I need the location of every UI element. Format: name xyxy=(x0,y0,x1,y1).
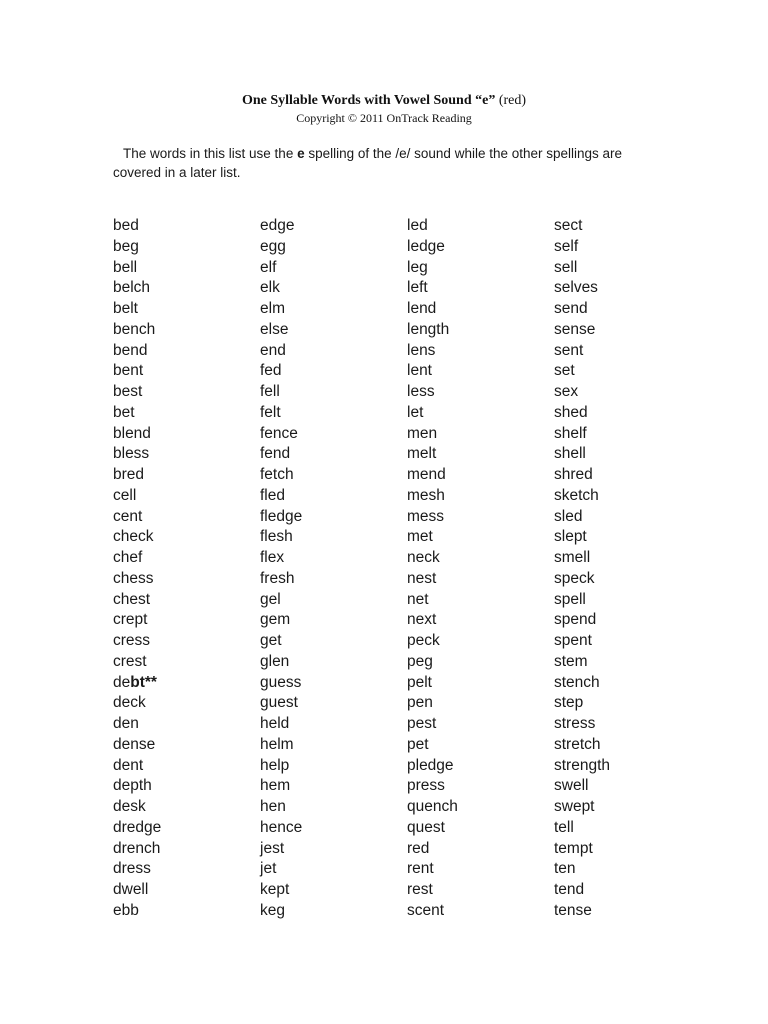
word-item: swell xyxy=(554,777,589,795)
word-item: sect xyxy=(554,217,583,234)
word-item: led xyxy=(407,217,428,234)
word-item: dredge xyxy=(113,818,162,836)
word-item: dress xyxy=(113,860,151,878)
word-item: dwell xyxy=(113,881,149,898)
word-item: held xyxy=(260,715,290,732)
word-item: shell xyxy=(554,445,586,463)
word-item: set xyxy=(554,362,575,380)
word-item: smell xyxy=(554,549,591,566)
word-item: lent xyxy=(407,362,432,380)
word-item: pen xyxy=(407,694,433,712)
word-item: fresh xyxy=(260,569,295,587)
word-item: ledge xyxy=(407,237,445,255)
word-item: sex xyxy=(554,383,579,400)
word-item: elk xyxy=(260,279,280,297)
word-item: end xyxy=(260,341,286,359)
word-item: bell xyxy=(113,258,138,276)
word-item: sent xyxy=(554,341,584,359)
word-item: let xyxy=(407,403,424,421)
copyright-line: Copyright © 2011 OnTrack Reading xyxy=(296,111,472,125)
word-item: melt xyxy=(407,445,437,463)
word-item: chef xyxy=(113,549,143,566)
word-item: beg xyxy=(113,237,139,255)
word-item: stench xyxy=(554,673,600,691)
word-item: cress xyxy=(113,632,151,649)
word-column-2 xyxy=(260,216,302,922)
word-column-4 xyxy=(554,216,610,922)
word-item: hence xyxy=(260,818,303,836)
word-item: bed xyxy=(113,217,139,234)
word-item: self xyxy=(554,237,579,255)
word-item: men xyxy=(407,424,438,442)
word-item: tense xyxy=(554,901,592,919)
word-item: pledge xyxy=(407,756,454,774)
word-item: hen xyxy=(260,798,286,815)
word-item: flesh xyxy=(260,528,293,546)
word-item: kept xyxy=(260,881,290,898)
word-item: stretch xyxy=(554,735,601,753)
word-item: shelf xyxy=(554,424,587,442)
word-column-1 xyxy=(113,216,161,922)
word-item: check xyxy=(113,528,154,546)
word-item: helm xyxy=(260,735,294,753)
word-item: belch xyxy=(113,279,151,297)
word-item: met xyxy=(407,528,433,546)
word-item: strength xyxy=(554,756,611,774)
word-item: bred xyxy=(113,466,145,483)
word-item: keg xyxy=(260,901,285,919)
word-item: crept xyxy=(113,611,148,629)
word-item: gem xyxy=(260,611,291,629)
word-item: lens xyxy=(407,341,436,359)
word-item: desk xyxy=(113,798,146,815)
word-item: elf xyxy=(260,258,277,276)
word-item: felt xyxy=(260,403,281,421)
word-item: mess xyxy=(407,507,445,525)
word-item: red xyxy=(407,839,430,857)
word-item: left xyxy=(407,279,428,297)
word-item: pet xyxy=(407,735,429,753)
word-item: fence xyxy=(260,424,298,442)
word-item: shred xyxy=(554,466,593,483)
word-item: step xyxy=(554,694,584,712)
word-item: help xyxy=(260,756,290,774)
word-item: best xyxy=(113,383,143,400)
word-item: bench xyxy=(113,320,156,338)
word-item: fled xyxy=(260,486,285,504)
intro-paragraph xyxy=(113,145,653,182)
word-item: fend xyxy=(260,445,291,463)
word-item: tend xyxy=(554,881,585,898)
word-item: pest xyxy=(407,715,437,732)
word-item: send xyxy=(554,300,588,317)
word-item: sled xyxy=(554,507,583,525)
word-item: deck xyxy=(113,694,146,712)
intro-after: spelling of the /e/ sound while the other spellings are covered in a later list. xyxy=(113,146,623,180)
word-item: gel xyxy=(260,590,281,608)
title-main: One Syllable Words with Vowel Sound “e” xyxy=(241,93,496,108)
word-item: bent xyxy=(113,362,144,380)
word-item: mend xyxy=(407,466,446,483)
word-item: jest xyxy=(260,839,285,857)
word-item: spent xyxy=(554,632,592,649)
word-item: dent xyxy=(113,756,144,774)
word-item: spend xyxy=(554,611,597,629)
word-item: next xyxy=(407,611,437,629)
word-item: neck xyxy=(407,549,440,566)
word-item: quest xyxy=(407,818,445,836)
word-item: sense xyxy=(554,320,596,338)
word-item: dense xyxy=(113,735,156,753)
word-item: crest xyxy=(113,652,147,670)
word-item: sketch xyxy=(554,486,599,504)
word-item: flex xyxy=(260,549,285,566)
word-item: length xyxy=(407,320,450,338)
word-item: cent xyxy=(113,507,143,525)
word-item: swept xyxy=(554,798,595,815)
word-item: stress xyxy=(554,715,596,732)
word-item: cell xyxy=(113,486,137,504)
word-item: sell xyxy=(554,258,578,276)
word-item: blend xyxy=(113,424,151,442)
word-item: chest xyxy=(113,590,151,608)
word-item: shed xyxy=(554,403,588,421)
word-item: speck xyxy=(554,569,595,587)
word-item: drench xyxy=(113,839,161,857)
word-item: less xyxy=(407,383,435,400)
word-item: pelt xyxy=(407,673,432,691)
word-item: net xyxy=(407,590,429,608)
word-item: bend xyxy=(113,341,148,359)
word-item: bet xyxy=(113,403,135,421)
word-item: fell xyxy=(260,383,280,400)
word-item: get xyxy=(260,632,282,649)
word-item: belt xyxy=(113,300,138,317)
word-item: tempt xyxy=(554,839,593,857)
word-item: guest xyxy=(260,694,298,712)
word-item: leg xyxy=(407,258,428,276)
word-item: egg xyxy=(260,237,286,255)
word-item: fed xyxy=(260,362,282,380)
word-item: ten xyxy=(554,860,576,878)
word-item: jet xyxy=(260,860,277,878)
word-item: spell xyxy=(554,590,586,608)
word-item: hem xyxy=(260,777,291,795)
word-item: else xyxy=(260,320,289,338)
title-paren: (red) xyxy=(498,93,527,108)
word-item: tell xyxy=(554,818,574,836)
word-item: depth xyxy=(113,777,152,795)
word-item: bless xyxy=(113,445,150,463)
word-item: press xyxy=(407,777,445,795)
word-item: nest xyxy=(407,569,437,587)
word-item: scent xyxy=(407,901,445,919)
word-item: selves xyxy=(554,279,598,297)
word-item: fledge xyxy=(260,507,303,525)
word-column-3 xyxy=(407,216,458,922)
word-item: fetch xyxy=(260,466,294,483)
word-item: peck xyxy=(407,632,440,649)
intro-spelling: e xyxy=(297,146,305,161)
page-title xyxy=(0,92,768,110)
word-item: rest xyxy=(407,881,433,898)
word-item: glen xyxy=(260,652,290,670)
word-item: elm xyxy=(260,300,285,317)
word-item: slept xyxy=(554,528,587,546)
word-item: den xyxy=(113,715,139,732)
word-item: peg xyxy=(407,652,433,670)
word-item: ebb xyxy=(113,901,139,919)
word-item: quench xyxy=(407,798,458,815)
word-item: mesh xyxy=(407,486,445,504)
word-item: edge xyxy=(260,217,295,234)
word-item: lend xyxy=(407,300,437,317)
word-item: stem xyxy=(554,652,588,670)
word-item: rent xyxy=(407,860,434,878)
word-item: guess xyxy=(260,673,302,691)
word-item: debt** xyxy=(113,673,157,691)
intro-before: The words in this list use the xyxy=(123,146,298,161)
word-item: chess xyxy=(113,569,154,587)
